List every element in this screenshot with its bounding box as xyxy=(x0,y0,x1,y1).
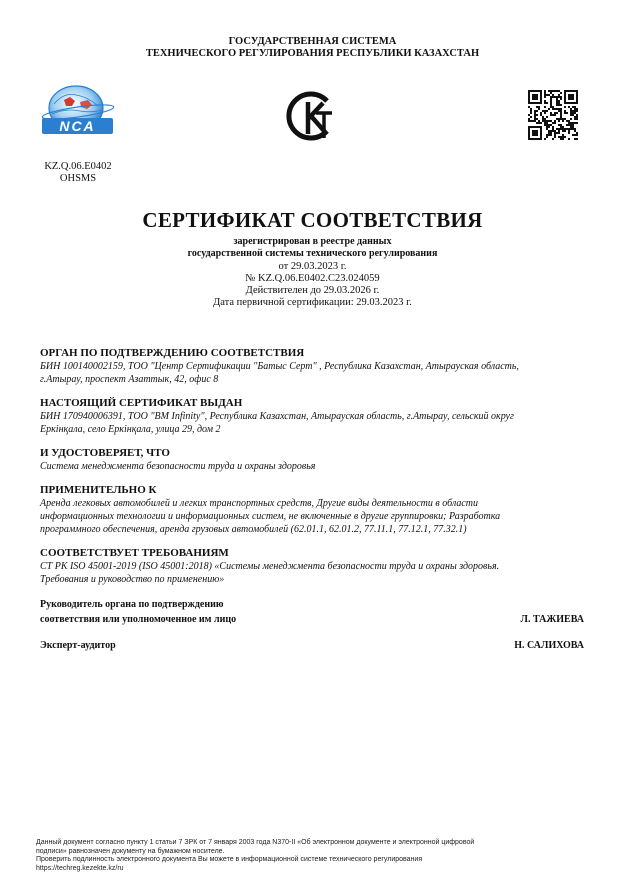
section-heading: НАСТОЯЩИЙ СЕРТИФИКАТ ВЫДАН xyxy=(40,397,243,409)
certificate-number: № KZ.Q.06.E0402.C23.024059 xyxy=(245,273,380,284)
valid-until: Действителен до 29.03.2026 г. xyxy=(245,285,380,296)
section-heading: СООТВЕТСТВУЕТ ТРЕБОВАНИЯМ xyxy=(40,547,229,559)
nca-logo xyxy=(40,84,115,140)
section-applicable-to xyxy=(40,484,588,536)
head-role-line-1: Руководитель органа по подтверждению xyxy=(40,599,224,610)
section-heading: ОРГАН ПО ПОДТВЕРЖДЕНИЮ СООТВЕТСТВИЯ xyxy=(40,347,305,359)
footer-line: подписи» равнозначен документу на бумажном носителе. xyxy=(36,847,225,855)
management-system-code: OHSMS xyxy=(59,173,97,184)
section-issued-to xyxy=(40,397,588,436)
section-certification-body xyxy=(40,347,588,386)
expert-name: Н. САЛИХОВА xyxy=(514,640,584,651)
section-line: программного обеспечения, аренда грузовых автомобилей (62.01.1, 62.01.2, 77.11.1, 77.12.1, 77.32.1) xyxy=(40,524,467,535)
expert-role: Эксперт-аудитор xyxy=(40,640,116,651)
nca-logo-text: NCA xyxy=(59,118,96,134)
footer-note xyxy=(36,839,596,873)
conformity-mark-icon xyxy=(283,88,339,144)
section-line: информационных технологии и информационных систем, не включенные в другие группировки; Разработка xyxy=(40,511,501,522)
registered-line-2: государственной системы технического регулирования xyxy=(187,248,438,259)
certificate-date: от 29.03.2023 г. xyxy=(278,261,347,272)
footer-line: Данный документ согласно пункту 1 статьи 7 ЗРК от 7 января 2003 года N370-II «Об электронном документе и электронной цифровой xyxy=(36,839,475,846)
section-line: БИН 100140002159, ТОО "Центр Сертификации "Батыс Серт" , Республика Казахстан, Атырауская область, xyxy=(40,361,519,372)
section-heading: ПРИМЕНИТЕЛЬНО К xyxy=(40,484,157,496)
head-name: Л. ТАЖИЕВА xyxy=(520,614,584,625)
section-line: Требования и руководство по применению» xyxy=(40,574,225,585)
section-requirements xyxy=(40,547,588,586)
section-heading: И УДОСТОВЕРЯЕТ, ЧТО xyxy=(40,447,170,459)
qr-code xyxy=(528,90,578,140)
section-line: Еркінқала, село Еркінқала, улица 29, дом 2 xyxy=(40,424,221,435)
certificate-title: СЕРТИФИКАТ СООТВЕТСТВИЯ xyxy=(142,208,483,232)
initial-certification-date: Дата первичной сертификации: 29.03.2023 г. xyxy=(213,297,412,308)
registered-line-1: зарегистрирован в реестре данных xyxy=(233,236,392,247)
footer-link[interactable]: https://techreg.kezekte.kz/ru xyxy=(36,864,124,872)
accreditation-code: KZ.Q.06.E0402 xyxy=(44,161,112,172)
section-line: г.Атырау, проспект Азаттык, 42, офис 8 xyxy=(40,374,219,385)
section-line: БИН 170940006391, ТОО "BM Infinity", Республика Казахстан, Атырауская область, г.Атырау, сельский округ xyxy=(40,411,514,422)
section-certifies xyxy=(40,447,588,473)
header-line-2: ТЕХНИЧЕСКОГО РЕГУЛИРОВАНИЯ РЕСПУБЛИКИ КАЗАХСТАН xyxy=(145,48,480,59)
section-line: Аренда легковых автомобилей и легких транспортных средств, Другие виды деятельности в области xyxy=(40,498,479,509)
footer-line: Проверить подлинность электронного документа Вы можете в информационной системе технического регулирования xyxy=(36,856,423,864)
section-line: СТ РК ISO 45001-2019 (ISO 45001:2018) «Системы менеджмента безопасности труда и охраны здоровья. xyxy=(40,561,500,572)
head-role-line-2: соответствия или уполномоченное им лицо xyxy=(40,614,237,625)
header-line-1: ГОСУДАРСТВЕННАЯ СИСТЕМА xyxy=(228,36,397,47)
section-line: Система менеджмента безопасности труда и охраны здоровья xyxy=(40,461,316,472)
